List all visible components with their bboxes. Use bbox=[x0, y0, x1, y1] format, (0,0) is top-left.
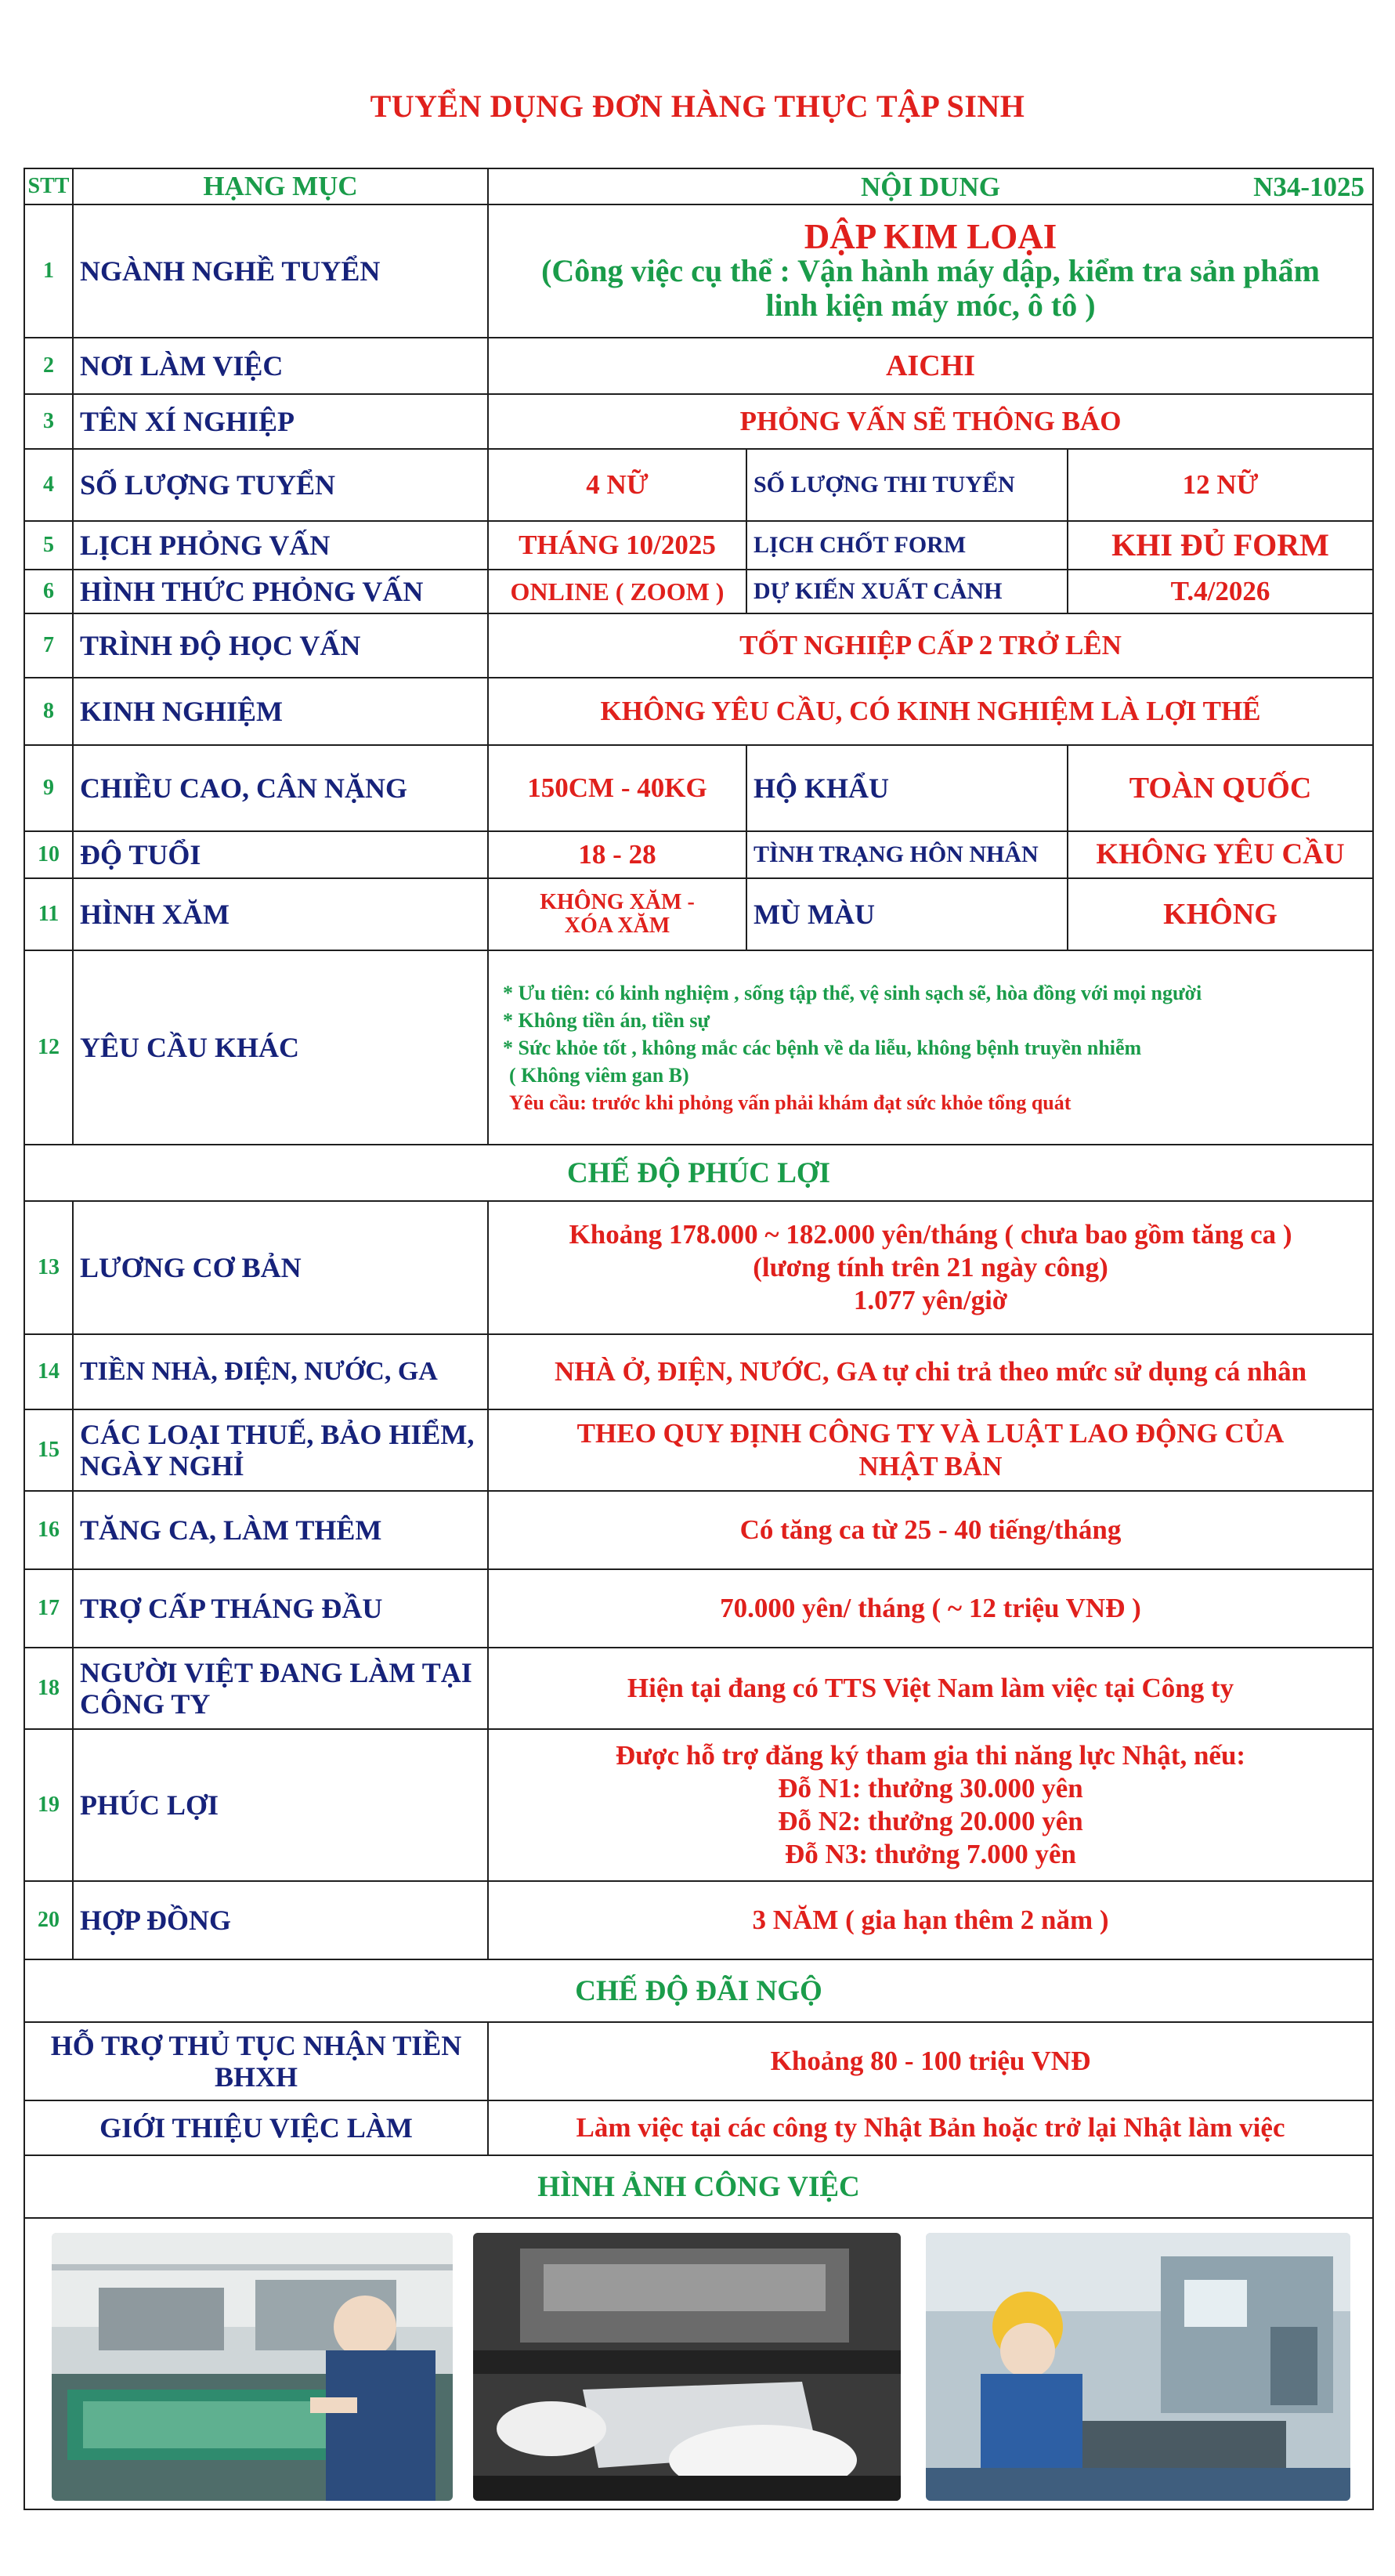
row-value bbox=[488, 1201, 1373, 1334]
row-label-secondary: SỐ LƯỢNG THI TUYỂN bbox=[746, 449, 1068, 521]
row-number: 18 bbox=[24, 1648, 73, 1729]
section-welfare: CHẾ ĐỘ PHÚC LỢI bbox=[24, 1145, 1373, 1201]
row-number: 4 bbox=[24, 449, 73, 521]
row-value-secondary: 12 NỮ bbox=[1068, 449, 1373, 521]
welfare-line: Đỗ N2: thưởng 20.000 yên bbox=[778, 1806, 1083, 1836]
row-value: 70.000 yên/ tháng ( ~ 12 triệu VNĐ ) bbox=[488, 1569, 1373, 1648]
row-label-secondary: HỘ KHẨU bbox=[746, 745, 1068, 831]
row-value: Làm việc tại các công ty Nhật Bản hoặc trở lại Nhật làm việc bbox=[488, 2100, 1373, 2155]
table-row bbox=[24, 1729, 1373, 1881]
row-number: 5 bbox=[24, 521, 73, 570]
row-number: 16 bbox=[24, 1491, 73, 1569]
row-value: 150CM - 40KG bbox=[488, 745, 746, 831]
section-images: HÌNH ẢNH CÔNG VIỆC bbox=[24, 2155, 1373, 2218]
row-label: HÌNH THỨC PHỎNG VẤN bbox=[73, 570, 488, 613]
salary-line: Khoảng 178.000 ~ 182.000 yên/tháng ( chưa bao gồm tăng ca ) bbox=[569, 1219, 1292, 1250]
row-number: 2 bbox=[24, 338, 73, 394]
row-value bbox=[488, 1729, 1373, 1881]
photos-cell bbox=[24, 2218, 1373, 2509]
table-row bbox=[24, 1201, 1373, 1334]
table-row bbox=[24, 1569, 1373, 1648]
other-requirements bbox=[488, 950, 1373, 1145]
row-value: PHỎNG VẤN SẼ THÔNG BÁO bbox=[488, 394, 1373, 449]
row-label: TRỢ CẤP THÁNG ĐẦU bbox=[73, 1569, 488, 1648]
requirement-line: * Sức khỏe tốt , không mắc các bệnh về da liễu, không bệnh truyền nhiễm bbox=[503, 1036, 1142, 1059]
content-header-cell bbox=[488, 168, 1373, 204]
row-number: 14 bbox=[24, 1334, 73, 1409]
table-row bbox=[24, 613, 1373, 678]
order-code: N34-1025 bbox=[1253, 172, 1365, 202]
row-value: 18 - 28 bbox=[488, 831, 746, 878]
section-row bbox=[24, 1145, 1373, 1201]
row-value: 4 NỮ bbox=[488, 449, 746, 521]
row-value bbox=[488, 204, 1373, 338]
row-number: 3 bbox=[24, 394, 73, 449]
row-label-secondary: TÌNH TRẠNG HÔN NHÂN bbox=[746, 831, 1068, 878]
row-label: HỖ TRỢ THỦ TỤC NHẬN TIỀN BHXH bbox=[24, 2022, 488, 2100]
row-number: 11 bbox=[24, 878, 73, 950]
row-value: AICHI bbox=[488, 338, 1373, 394]
table-row bbox=[24, 678, 1373, 745]
row-number: 6 bbox=[24, 570, 73, 613]
content-header: NỘI DUNG bbox=[861, 172, 1000, 202]
row-value-secondary: T.4/2026 bbox=[1068, 570, 1373, 613]
section-row bbox=[24, 2155, 1373, 2218]
table-row bbox=[24, 878, 1373, 950]
row-label-secondary: MÙ MÀU bbox=[746, 878, 1068, 950]
row-value-secondary: KHI ĐỦ FORM bbox=[1068, 521, 1373, 570]
row-value: ONLINE ( ZOOM ) bbox=[488, 570, 746, 613]
row-label: NƠI LÀM VIỆC bbox=[73, 338, 488, 394]
welfare-line: Đỗ N1: thưởng 30.000 yên bbox=[778, 1773, 1083, 1804]
row-label: LỊCH PHỎNG VẤN bbox=[73, 521, 488, 570]
row-label-secondary: LỊCH CHỐT FORM bbox=[746, 521, 1068, 570]
table-row bbox=[24, 204, 1373, 338]
row-number: 12 bbox=[24, 950, 73, 1145]
table-row bbox=[24, 831, 1373, 878]
welfare-line: Đỗ N3: thưởng 7.000 yên bbox=[785, 1839, 1076, 1869]
salary-line: (lương tính trên 21 ngày công) bbox=[753, 1252, 1108, 1283]
row-label: HÌNH XĂM bbox=[73, 878, 488, 950]
requirement-line: * Ưu tiên: có kinh nghiệm , sống tập thể, vệ sinh sạch sẽ, hòa đồng với mọi người bbox=[503, 981, 1202, 1004]
table-row bbox=[24, 2022, 1373, 2100]
job-title: DẬP KIM LOẠI bbox=[804, 217, 1057, 256]
welfare-line: Được hỗ trợ đăng ký tham gia thi năng lực Nhật, nếu: bbox=[615, 1740, 1246, 1771]
table-row bbox=[24, 1334, 1373, 1409]
requirement-line: Yêu cầu: trước khi phỏng vấn phải khám đạt sức khỏe tổng quát bbox=[509, 1091, 1072, 1114]
table-row bbox=[24, 521, 1373, 570]
row-value: Hiện tại đang có TTS Việt Nam làm việc tại Công ty bbox=[488, 1648, 1373, 1729]
row-label: TRÌNH ĐỘ HỌC VẤN bbox=[73, 613, 488, 678]
row-label: HỢP ĐỒNG bbox=[73, 1881, 488, 1959]
table-row bbox=[24, 2100, 1373, 2155]
row-value-secondary: TOÀN QUỐC bbox=[1068, 745, 1373, 831]
row-value: KHÔNG YÊU CẦU, CÓ KINH NGHIỆM LÀ LỢI THẾ bbox=[488, 678, 1373, 745]
row-value: 3 NĂM ( gia hạn thêm 2 năm ) bbox=[488, 1881, 1373, 1959]
row-label: CHIỀU CAO, CÂN NẶNG bbox=[73, 745, 488, 831]
job-detail: (Công việc cụ thể : Vận hành máy dập, kiểm tra sản phẩm linh kiện máy móc, ô tô ) bbox=[541, 253, 1320, 323]
row-label: NGÀNH NGHỀ TUYỂN bbox=[73, 204, 488, 338]
row-value bbox=[488, 878, 746, 950]
requirement-line: ( Không viêm gan B) bbox=[509, 1063, 689, 1087]
row-number: 8 bbox=[24, 678, 73, 745]
row-number: 1 bbox=[24, 204, 73, 338]
row-value-secondary: KHÔNG bbox=[1068, 878, 1373, 950]
table-row bbox=[24, 570, 1373, 613]
photos-row bbox=[24, 2218, 1373, 2509]
row-value: NHÀ Ở, ĐIỆN, NƯỚC, GA tự chi trả theo mức sử dụng cá nhân bbox=[488, 1334, 1373, 1409]
electronics-assembly-photo bbox=[52, 2233, 453, 2501]
row-label: TĂNG CA, LÀM THÊM bbox=[73, 1491, 488, 1569]
stt-header: STT bbox=[24, 168, 73, 204]
category-header: HẠNG MỤC bbox=[73, 168, 488, 204]
table-row bbox=[24, 1409, 1373, 1491]
row-value: Khoảng 80 - 100 triệu VNĐ bbox=[488, 2022, 1373, 2100]
table-row bbox=[24, 1881, 1373, 1959]
row-label: CÁC LOẠI THUẾ, BẢO HIỂM, NGÀY NGHỈ bbox=[73, 1409, 488, 1491]
row-number: 17 bbox=[24, 1569, 73, 1648]
table-row bbox=[24, 745, 1373, 831]
row-value: TỐT NGHIỆP CẤP 2 TRỞ LÊN bbox=[488, 613, 1373, 678]
section-treatment: CHẾ ĐỘ ĐÃI NGỘ bbox=[24, 1959, 1373, 2022]
section-row bbox=[24, 1959, 1373, 2022]
table-row bbox=[24, 1491, 1373, 1569]
row-label: SỐ LƯỢNG TUYỂN bbox=[73, 449, 488, 521]
row-label: TÊN XÍ NGHIỆP bbox=[73, 394, 488, 449]
row-label: YÊU CẦU KHÁC bbox=[73, 950, 488, 1145]
row-label: GIỚI THIỆU VIỆC LÀM bbox=[24, 2100, 488, 2155]
row-number: 7 bbox=[24, 613, 73, 678]
tattoo-line-1: KHÔNG XĂM - bbox=[540, 890, 695, 914]
table-row bbox=[24, 449, 1373, 521]
table-row bbox=[24, 338, 1373, 394]
salary-line: 1.077 yên/giờ bbox=[853, 1285, 1008, 1315]
row-label: NGƯỜI VIỆT ĐANG LÀM TẠI CÔNG TY bbox=[73, 1648, 488, 1729]
row-value: THÁNG 10/2025 bbox=[488, 521, 746, 570]
table-header-row bbox=[24, 168, 1373, 204]
row-label-secondary: DỰ KIẾN XUẤT CẢNH bbox=[746, 570, 1068, 613]
row-number: 13 bbox=[24, 1201, 73, 1334]
row-number: 15 bbox=[24, 1409, 73, 1491]
table-row bbox=[24, 1648, 1373, 1729]
row-number: 20 bbox=[24, 1881, 73, 1959]
row-label: TIỀN NHÀ, ĐIỆN, NƯỚC, GA bbox=[73, 1334, 488, 1409]
machine-operator-photo bbox=[926, 2233, 1350, 2501]
metal-stamping-photo bbox=[473, 2233, 901, 2501]
row-label: PHÚC LỢI bbox=[73, 1729, 488, 1881]
row-label: KINH NGHIỆM bbox=[73, 678, 488, 745]
recruitment-table bbox=[23, 168, 1374, 2510]
row-number: 10 bbox=[24, 831, 73, 878]
page-title: TUYỂN DỤNG ĐƠN HÀNG THỰC TẬP SINH bbox=[370, 89, 1025, 124]
row-value-secondary: KHÔNG YÊU CẦU bbox=[1068, 831, 1373, 878]
row-number: 19 bbox=[24, 1729, 73, 1881]
row-value: THEO QUY ĐỊNH CÔNG TY VÀ LUẬT LAO ĐỘNG CỦA NHẬT BẢN bbox=[488, 1409, 1373, 1491]
tattoo-line-2: XÓA XĂM bbox=[564, 914, 670, 938]
row-number: 9 bbox=[24, 745, 73, 831]
row-label: LƯƠNG CƠ BẢN bbox=[73, 1201, 488, 1334]
row-value: Có tăng ca từ 25 - 40 tiếng/tháng bbox=[488, 1491, 1373, 1569]
table-row bbox=[24, 394, 1373, 449]
table-row bbox=[24, 950, 1373, 1145]
row-label: ĐỘ TUỔI bbox=[73, 831, 488, 878]
requirement-line: * Không tiền án, tiền sự bbox=[503, 1008, 710, 1032]
photos-strip bbox=[25, 2219, 1372, 2509]
